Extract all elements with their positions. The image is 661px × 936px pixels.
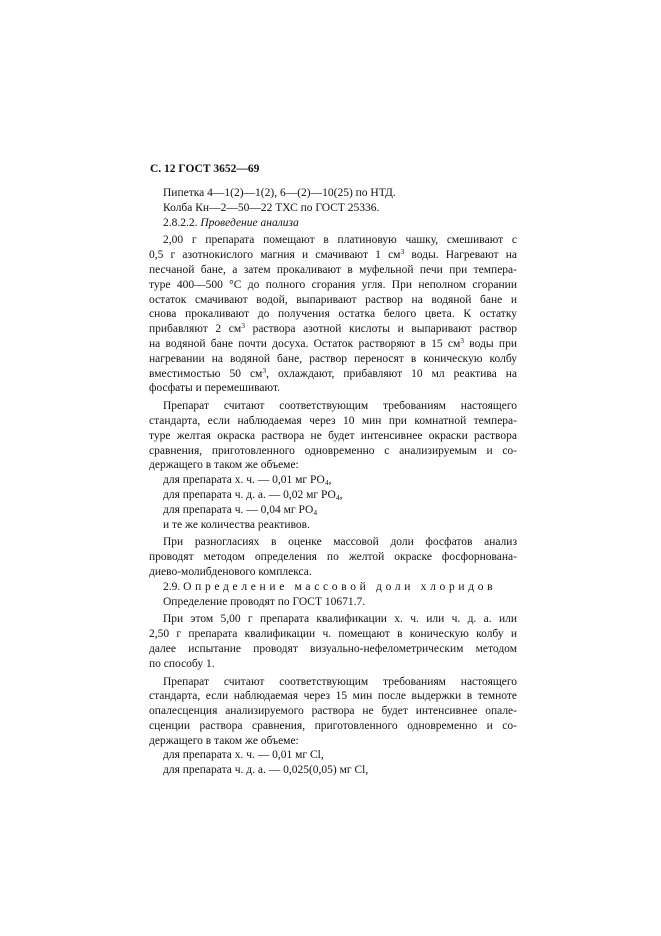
section-heading: 2.8.2.2. Проведение анализа [163,216,299,229]
text-line: на водяной бане почти досуха. Остаток растворяют в 15 $см^3$ воды при [149,336,517,350]
text-line: прибавляют 2 $см^3$ раствора азотной кислоты и выпаривают раствор [149,322,517,336]
text-line: Препарат считают соответствующим требованиям настоящего [163,675,517,688]
section-heading: 2.9. Определение массовой доли хлоридов [163,580,497,593]
text-line: Колба Кн—2—50—22 ТХС по ГОСТ 25336. [163,201,380,214]
text-line: туре 400—500 °С до полного сгорания угля. При неполном сгорании [149,278,517,291]
text-line: Пипетка 4—1(2)—1(2), 6—(2)—10(25) по НТД. [163,187,396,199]
text-line: для препарата ч. д. а. — 0,025(0,05) мг Cl, [163,764,369,777]
text-line: 0,5 г азотнокислого магния и смачивают 1 $см^3$ воды. Нагревают на [149,248,517,262]
text-line: по способу 1. [149,657,215,670]
text-line: При этом 5,00 г препарата квалификации х. ч. или ч. д. а. или [163,613,517,626]
text-line: При разногласиях в оценке массовой доли фосфатов анализ [163,536,517,549]
text-line: 2,50 г препарата квалификации ч. помещают в коническую колбу и [149,628,517,641]
text-line: для препарата х. ч. — 0,01 мг Cl, [163,749,324,762]
text-line: для препарата х. ч. — 0,01 мг $РО_4$, [163,474,332,488]
text-line: фосфаты и перемешивают. [149,382,281,395]
text-line: сравнения, приготовленного одновременно с анализируемым и со- [149,444,517,457]
text-line: сценции раствора сравнения, приготовленного одновременно и со- [149,719,517,732]
text-line: 2,00 г препарата помещают в платиновую чашку, смешивают с [163,234,517,247]
text-line: песчаной бане, а затем прокаливают в муфельной печи при темпера- [149,263,517,276]
text-line: стандарта, если наблюдаемая через 10 мин при комнатной темпера- [149,414,517,427]
text-line: и те же количества реактивов. [163,518,310,531]
page-header: С. 12 ГОСТ 3652—69 [150,163,260,175]
text-line: проводят методом определения по желтой окраске фосфорнована- [149,551,517,564]
text-line: нагревании на водяной бане, раствор переносят в коническую колбу [149,352,517,365]
text-line: диево-молибденового комплекса. [149,565,312,578]
text-line: вместимостью 50 $см^3$, охлаждают, прибавляют 10 мл реактива на [149,366,517,380]
text-line: опалесценция анализируемого раствора не будет интенсивнее опале- [149,705,517,718]
text-line: держащего в таком же объеме: [149,459,299,472]
text-line: остаток смачивают водой, выпаривают раствор на водяной бане и [149,293,517,306]
document-body [149,186,517,778]
text-line: стандарта, если наблюдаемая через 15 мин после выдержки в темноте [149,690,517,703]
text-line: далее испытание проводят визуально-нефелометрическим методом [149,642,517,655]
text-line: для препарата ч. — 0,04 мг $РО_4$ [163,503,318,517]
text-line: Определение проводят по ГОСТ 10671.7. [163,595,366,608]
text-line: снова прокаливают до получения остатка белого цвета. К остатку [149,308,517,321]
text-line: для препарата ч. д. а. — 0,02 мг $РО_4$, [163,488,343,502]
text-line: держащего в таком же объеме: [149,734,299,747]
text-line: Препарат считают соответствующим требованиям настоящего [163,400,517,413]
text-line: туре желтая окраска раствора не будет интенсивнее окраски раствора [149,429,517,442]
